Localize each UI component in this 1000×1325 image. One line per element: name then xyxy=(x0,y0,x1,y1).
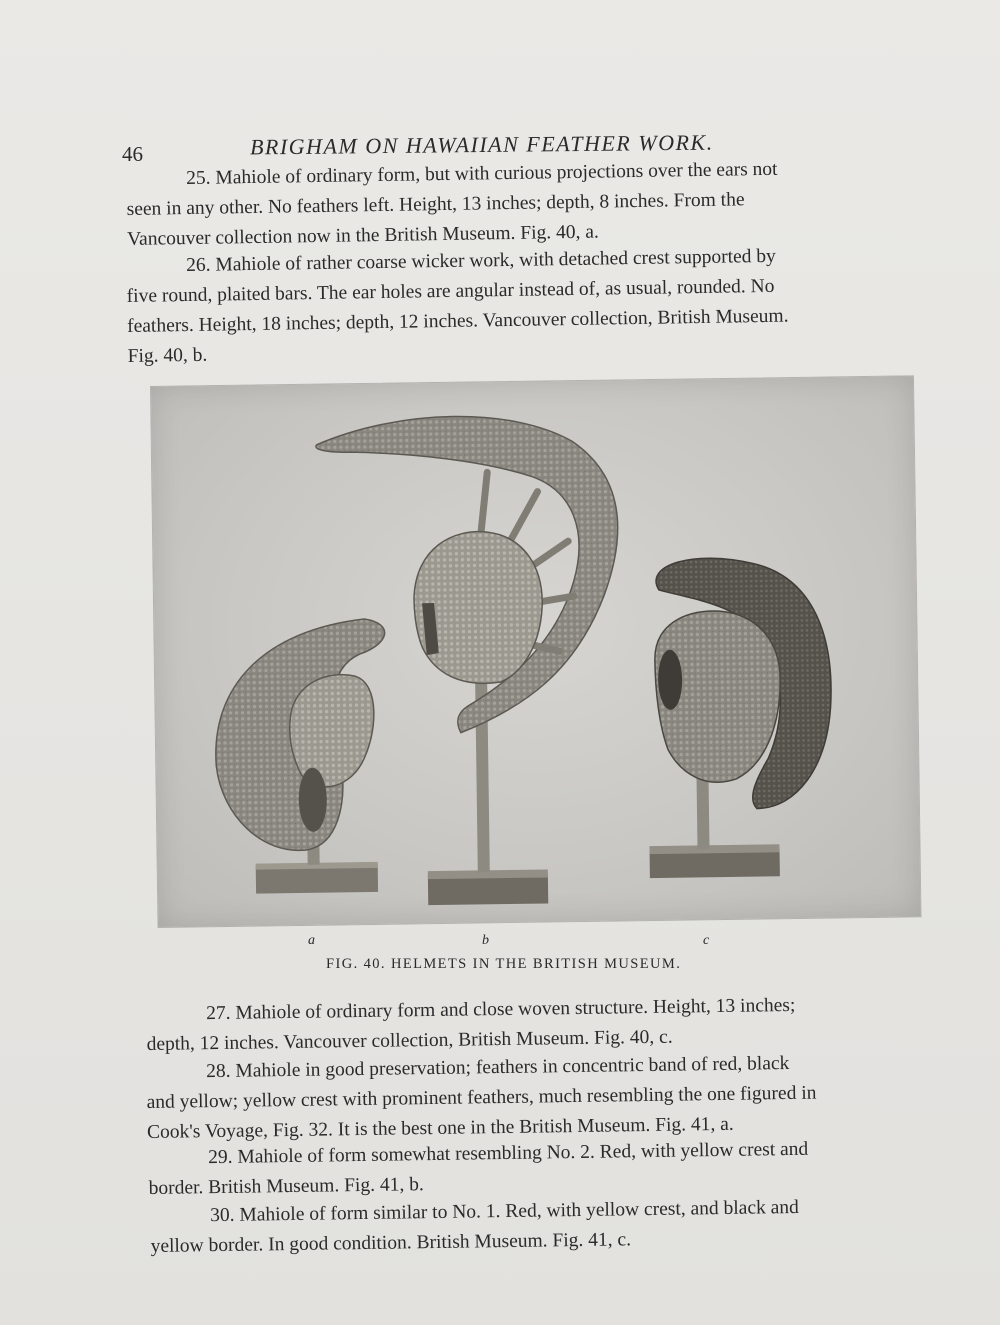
figure-caption: FIG. 40. HELMETS IN THE BRITISH MUSEUM. xyxy=(326,956,682,972)
text-line: 29. Mahiole of form somewhat resembling No. 2. Red, with yellow crest and xyxy=(208,1138,809,1169)
text-line: five round, plaited bars. The ear holes are angular instead of, as usual, rounded. No xyxy=(126,275,775,307)
page-number: 46 xyxy=(122,142,143,166)
figure-letter-c: c xyxy=(703,933,710,948)
paragraph-26 xyxy=(126,240,918,372)
text-line: depth, 12 inches. Vancouver collection, British Museum. Fig. 40, c. xyxy=(146,1026,673,1055)
text-line: yellow border. In good condition. British Museum. Fig. 41, c. xyxy=(150,1229,632,1257)
helmet-b xyxy=(316,414,623,906)
helmet-c xyxy=(645,557,833,879)
figure-letters xyxy=(0,933,1000,957)
text-line: seen in any other. No feathers left. Height, 13 inches; depth, 8 inches. From the xyxy=(126,189,745,220)
text-line: 26. Mahiole of rather coarse wicker work, with detached crest supported by xyxy=(186,245,776,277)
text-line: 25. Mahiole of ordinary form, but with curious projections over the ears not xyxy=(186,158,778,190)
text-line: feathers. Height, 18 inches; depth, 12 inches. Vancouver collection, British Museum. xyxy=(127,305,789,337)
paragraph-25 xyxy=(126,153,917,255)
text-line: Vancouver collection now in the British Museum. Fig. 40, a. xyxy=(127,221,600,250)
text-line: border. British Museum. Fig. 41, b. xyxy=(148,1174,424,1199)
text-line: 27. Mahiole of ordinary form and close woven structure. Height, 13 inches; xyxy=(206,994,796,1025)
helmets-photograph xyxy=(150,375,921,928)
paragraph-28 xyxy=(146,1047,937,1148)
text-line: 28. Mahiole in good preservation; feathers in concentric band of red, black xyxy=(206,1053,790,1083)
running-title: BRIGHAM ON HAWAIIAN FEATHER WORK. xyxy=(249,129,714,160)
text-line: 30. Mahiole of form similar to No. 1. Red, with yellow crest, and black and xyxy=(210,1196,799,1227)
text-line: Cook's Voyage, Fig. 32. It is the best one in the British Museum. Fig. 41, a. xyxy=(146,1113,734,1143)
figure-letter-a: a xyxy=(308,933,315,948)
text-line: and yellow; yellow crest with prominent feathers, much resembling the one figured in xyxy=(146,1082,817,1113)
helmet-a xyxy=(214,619,388,894)
helmet-a-cap xyxy=(289,674,375,787)
helmets-illustration xyxy=(151,376,920,927)
figure-letter-b: b xyxy=(482,933,489,948)
paragraph-30 xyxy=(150,1191,941,1262)
text-line: Fig. 40, b. xyxy=(127,344,208,367)
